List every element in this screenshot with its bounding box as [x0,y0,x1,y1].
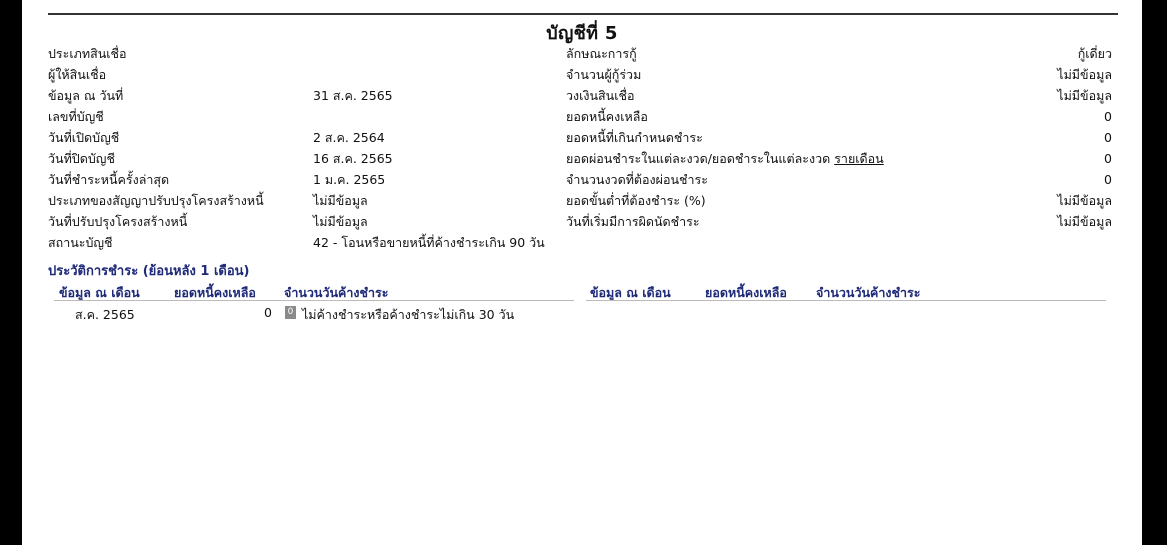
field-label: วันที่ปรับปรุงโครงสร้างหนี้ [48,214,188,229]
history-header-divider-right [586,300,1106,301]
history-header-days-overdue-right: จำนวนวันค้างชำระ [816,285,921,300]
field-value: 16 ส.ค. 2565 [313,151,393,166]
report-page [22,0,1142,545]
field-value: ไม่มีข้อมูล [1057,67,1112,82]
field-label: เลขที่บัญชี [48,109,104,124]
payment-history-title: ประวัติการชำระ (ย้อนหลัง 1 เดือน) [48,264,250,279]
field-row-restructure-date [48,212,568,232]
history-header-balance-right: ยอดหนี้คงเหลือ [705,285,787,300]
field-label: จำนวนผู้กู้ร่วม [566,67,642,82]
account-title: บัญชีที่ 5 [546,23,618,44]
field-row-credit-limit [566,86,1112,106]
status-code-badge: 0 [285,306,296,319]
history-header-days-overdue: จำนวนวันค้างชำระ [284,285,389,300]
field-row-overdue [566,128,1112,148]
field-label: วันที่ปิดบัญชี [48,151,115,166]
field-label: ประเภทสินเชื่อ [48,46,127,61]
field-value: ไม่มีข้อมูล [313,193,368,208]
field-row-last-payment [48,170,568,190]
field-label [566,149,884,169]
field-label: ประเภทของสัญญาปรับปรุงโครงสร้างหนี้ [48,193,264,208]
field-value: 0 [1104,130,1112,145]
history-header-divider-left [54,300,574,301]
history-month: ส.ค. 2565 [75,307,135,322]
field-row-co-borrowers [566,65,1112,85]
field-label: ยอดหนี้คงเหลือ [566,109,648,124]
history-header-month-right: ข้อมูล ณ เดือน [590,285,671,300]
field-value: ไม่มีข้อมูล [313,214,368,229]
field-row-lender [48,65,568,85]
field-row-loan-style [566,44,1112,64]
field-row-min-payment [566,191,1112,211]
field-label: ยอดขั้นต่ำที่ต้องชำระ (%) [566,193,706,208]
field-label: ข้อมูล ณ วันที่ [48,88,124,103]
field-value: ไม่มีข้อมูล [1057,214,1112,229]
field-row-open-date [48,128,568,148]
field-row-restructure-type [48,191,568,211]
field-label: วันที่เริ่มมีการผิดนัดชำระ [566,214,700,229]
field-row-credit-type [48,44,568,64]
field-row-close-date [48,149,568,169]
field-label: สถานะบัญชี [48,235,113,250]
field-row-installment-count [566,170,1112,190]
top-divider [48,13,1118,15]
field-value: ไม่มีข้อมูล [1057,88,1112,103]
field-row-data-date [48,86,568,106]
field-value: 0 [1104,172,1112,187]
field-label: ยอดหนี้ที่เกินกำหนดชำระ [566,130,703,145]
field-value: 1 ม.ค. 2565 [313,172,386,187]
field-value: 0 [1104,109,1112,124]
field-row-installment [566,149,1112,169]
field-value: 42 - โอนหรือขายหนี้ที่ค้างชำระเกิน 90 วัน [313,235,545,250]
history-header-month: ข้อมูล ณ เดือน [59,285,140,300]
field-label: วันที่เปิดบัญชี [48,130,120,145]
field-label: ลักษณะการกู้ [566,46,637,61]
installment-frequency: รายเดือน [834,151,884,166]
field-row-default-date [566,212,1112,232]
field-value: 31 ส.ค. 2565 [313,88,393,103]
field-value: กู้เดี่ยว [1077,46,1112,61]
field-value: 2 ส.ค. 2564 [313,130,385,145]
history-status: ไม่ค้างชำระหรือค้างชำระไม่เกิน 30 วัน [302,307,515,322]
history-balance: 0 [264,305,272,320]
field-row-account-status [48,233,588,253]
field-row-account-number [48,107,568,127]
field-value: 0 [1104,151,1112,166]
field-row-outstanding [566,107,1112,127]
history-header-balance: ยอดหนี้คงเหลือ [174,285,256,300]
field-label: ผู้ให้สินเชื่อ [48,67,107,82]
field-label: จำนวนงวดที่ต้องผ่อนชำระ [566,172,708,187]
field-label: วันที่ชำระหนี้ครั้งล่าสุด [48,172,170,187]
field-value: ไม่มีข้อมูล [1057,193,1112,208]
field-label: วงเงินสินเชื่อ [566,88,635,103]
field-label-text: ยอดผ่อนชำระในแต่ละงวด/ยอดชำระในแต่ละงวด [566,151,831,166]
